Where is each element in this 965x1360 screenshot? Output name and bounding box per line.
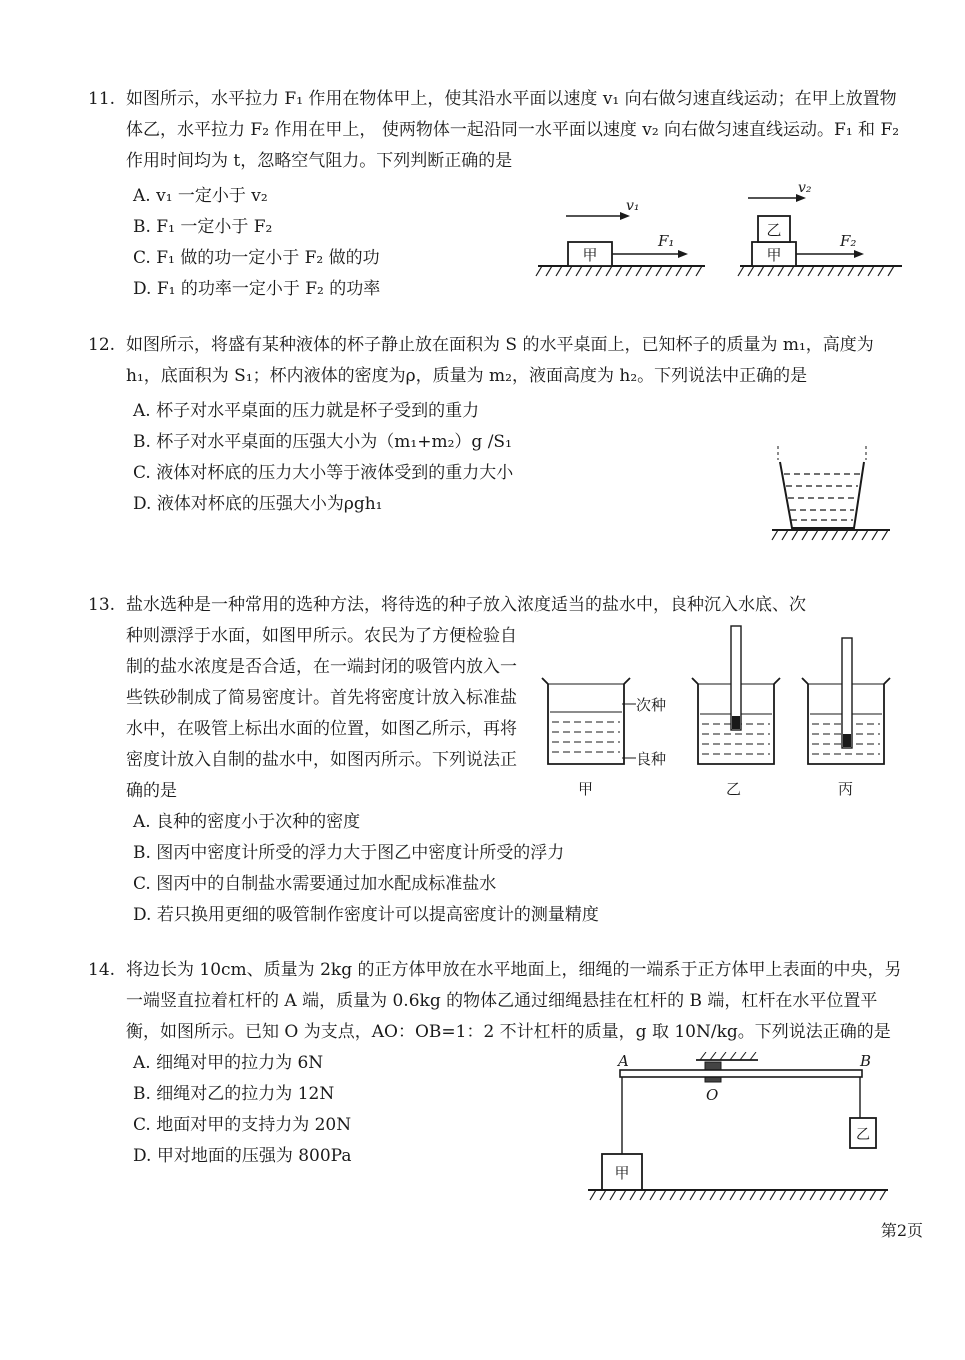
question-number: 14.: [88, 960, 116, 980]
option-a: A. v₁ 一定小于 v₂: [133, 186, 268, 206]
lever-bar: [620, 1070, 862, 1077]
label-beaker-bing: 丙: [838, 780, 854, 798]
label-beaker-jia: 甲: [578, 780, 594, 798]
question-stem: 如图所示，将盛有某种液体的杯子静止放在面积为 S 的水平桌面上，已知杯子的质量为 m₁，高度为 h₁，底面积为 S₁；杯内液体的密度为ρ，质量为 m₂，液面高度为 h₂。下列说法中正确的是: [126, 335, 874, 386]
option-c: C. 地面对甲的支持力为 20N: [133, 1115, 352, 1135]
option-c: C. F₁ 做的功一定小于 F₂ 做的功: [133, 248, 380, 268]
option-d: D. F₁ 的功率一定小于 F₂ 的功率: [133, 279, 381, 299]
question-stem-rest: 种则漂浮于水面，如图甲所示。农民为了方便检验自制的盐水浓度是否合适，在一端封闭的吸管内放入一些铁砂制成了简易密度计。首先将密度计放入标准盐水中，在吸管上标出水面的位置，如图乙所示，再将密度计放入自制的盐水中，如图丙所示。下列说法正确的是: [126, 626, 517, 801]
figure-q11: [530, 180, 910, 290]
option-c: C. 图丙中的自制盐水需要通过加水配成标准盐水: [133, 874, 497, 894]
label-a: A: [618, 1052, 629, 1070]
densimeter-tube-b: [731, 626, 741, 730]
block-jia-1-label: 甲: [582, 246, 598, 264]
question-number: 12.: [88, 335, 116, 355]
question-stem: 如图所示，水平拉力 F₁ 作用在物体甲上，使其沿水平面以速度 v₁ 向右做匀速直线运动；在甲上放置物体乙，水平拉力 F₂ 作用在甲上， 使两物体一起沿同一水平面以速度 v₂ 向右做匀速直线运动。F₁ 和 F₂ 作用时间均为 t，忽略空气阻力。下列判断正确的是: [126, 89, 900, 171]
option-c: C. 液体对杯底的压力大小等于液体受到的重力大小: [133, 463, 514, 483]
label-b: B: [860, 1052, 872, 1070]
option-a: A. 杯子对水平桌面的压力就是杯子受到的重力: [133, 401, 480, 421]
label-beaker-yi: 乙: [726, 780, 742, 798]
block-yi-label: 乙: [856, 1127, 870, 1143]
block-jia-2-label: 甲: [766, 246, 782, 264]
option-a: A. 细绳对甲的拉力为 6N: [133, 1053, 324, 1073]
velocity-v2-label: v₂: [798, 180, 812, 196]
figure-q14-lever: [588, 1052, 898, 1202]
block-yi-label: 乙: [766, 221, 782, 239]
label-o: O: [706, 1086, 719, 1104]
block-jia-label: 甲: [614, 1164, 630, 1182]
question-number: 13.: [88, 595, 116, 615]
page-number: 第2页: [880, 1221, 923, 1240]
option-b: B. F₁ 一定小于 F₂: [133, 217, 273, 237]
option-d: D. 液体对杯底的压强大小为ρgh₁: [133, 494, 383, 514]
label-seed-top: 次种: [636, 696, 667, 714]
label-seed-bottom: 良种: [636, 750, 667, 768]
force-f2-label: F₂: [840, 232, 857, 250]
option-d: D. 若只换用更细的吸管制作密度计可以提高密度计的测量精度: [133, 905, 599, 925]
densimeter-tube-c: [842, 638, 852, 748]
velocity-v1-label: v₁: [626, 198, 640, 214]
option-b: B. 图丙中密度计所受的浮力大于图乙中密度计所受的浮力: [133, 843, 565, 863]
question-number: 11.: [88, 89, 116, 109]
question-stem-line1: 盐水选种是一种常用的选种方法，将待选的种子放入浓度适当的盐水中，良种沉入水底、次: [126, 595, 806, 615]
option-b: B. 杯子对水平桌面的压强大小为（m₁+m₂）g /S₁: [133, 432, 512, 452]
option-b: B. 细绳对乙的拉力为 12N: [133, 1084, 335, 1104]
figure-q13: [538, 622, 908, 802]
option-a: A. 良种的密度小于次种的密度: [133, 812, 361, 832]
figure-q12-cup: [768, 440, 898, 550]
question-stem: 将边长为 10cm、质量为 2kg 的正方体甲放在水平地面上，细绳的一端系于正方体甲上表面的中央，另一端竖直拉着杠杆的 A 端，质量为 0.6kg 的物体乙通过细绳悬挂在杠杆的 B 端，杠杆在水平位置平衡，如图所示。已知 O 为支点，AO：OB=1：2 不计杠杆的质量，g 取 10N/kg。下列说法正确的是: [126, 960, 902, 1042]
force-f1-label: F₁: [658, 232, 675, 250]
option-d: D. 甲对地面的压强为 800Pa: [133, 1146, 352, 1166]
